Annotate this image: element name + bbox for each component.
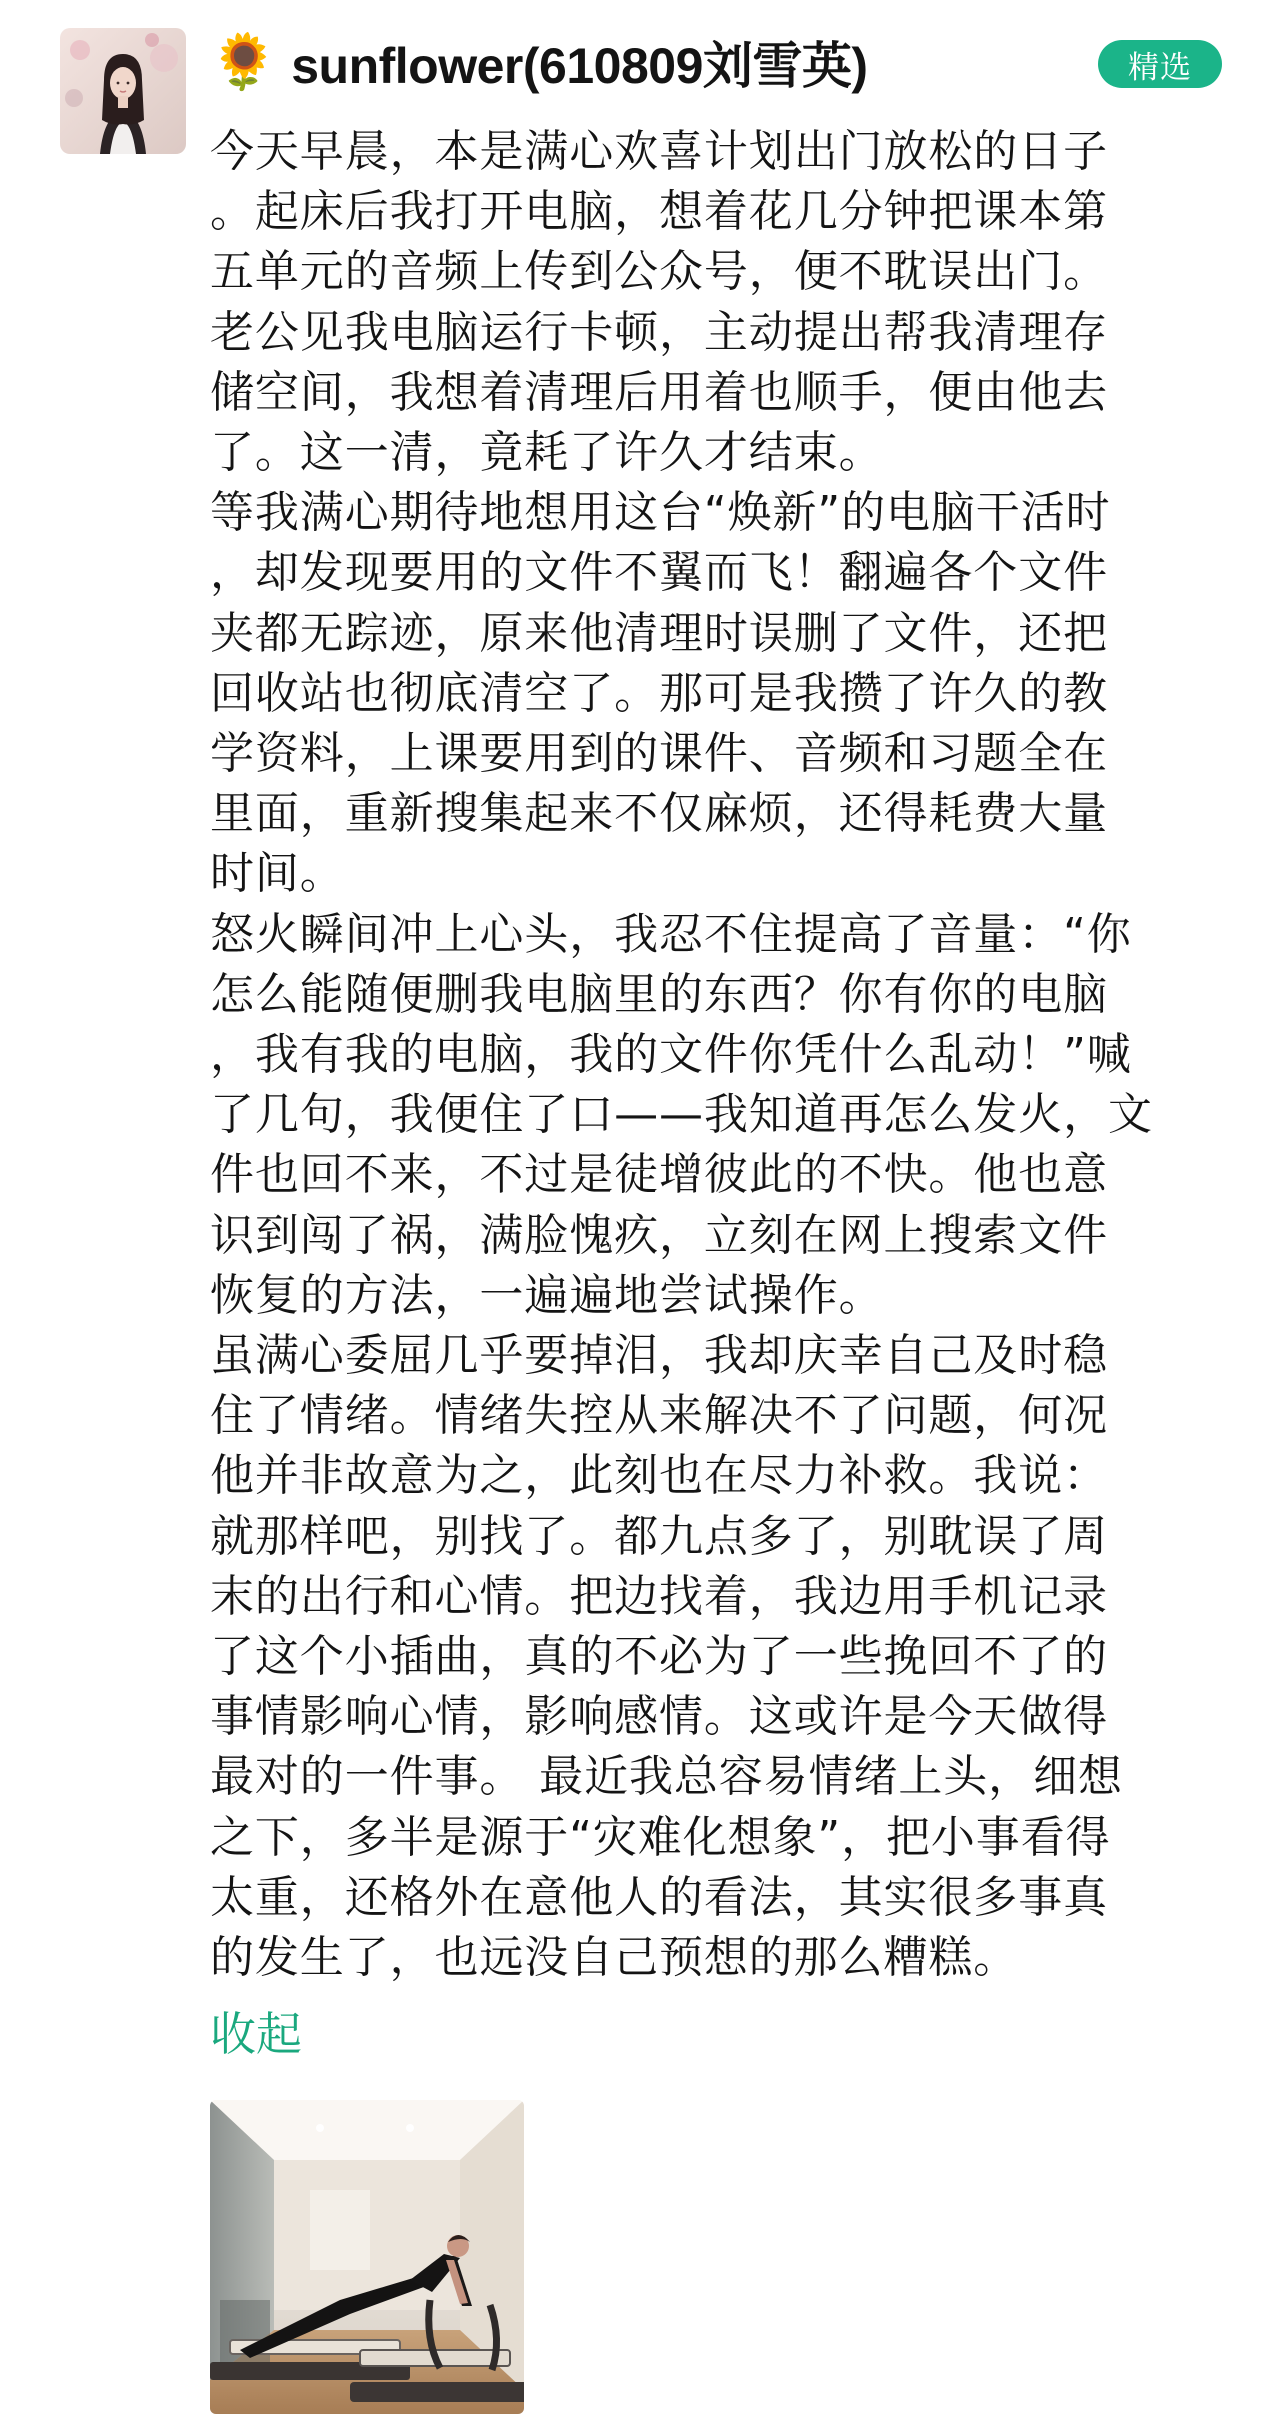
woman-portrait-avatar-icon: [60, 28, 186, 154]
featured-badge: 精选: [1098, 40, 1222, 88]
author-name[interactable]: sunflower(610809刘雪英): [291, 38, 868, 94]
author-avatar[interactable]: [60, 28, 186, 154]
collapse-link[interactable]: 收起: [210, 2007, 302, 2061]
post-paragraph-1: 今天早晨，本是满心欢喜计划出门放松的日子 。起床后我打开电脑，想着花几分钟把课本第 五单元的音频上传到公众号，便不耽误出门。 老公见我电脑运行卡顿，主动提出帮我清理存 储空间，我想着清理后用着也顺手，便由他去 了。这一清，竟耗了许久才结束。: [210, 126, 1108, 479]
post-paragraph-3: 怒火瞬间冲上心头，我忍不住提高了音量：“你 怎么能随便删我电脑里的东西？你有你的电脑 ，我有我的电脑，我的文件你凭什么乱动！”喊 了几句，我便住了口——我知道再怎么发火，文 件也回不来，不过是徒增彼此的不快。他也意 识到闯了祸，满脸愧疚，立刻在网上搜索文件 恢复的方法，一遍遍地尝试操作。: [210, 908, 1153, 1321]
sunflower-icon: 🌻: [210, 30, 278, 93]
post-text: [210, 122, 1230, 1988]
post-header: [210, 30, 1230, 94]
post-photo[interactable]: [210, 2100, 524, 2414]
pilates-reformer-photo-icon: [210, 2100, 524, 2414]
post-paragraph-2: 等我满心期待地想用这台“焕新”的电脑干活时 ，却发现要用的文件不翼而飞！翻遍各个文件 夹都无踪迹，原来他清理时误删了文件，还把 回收站也彻底清空了。那可是我攒了许久的教 学资料，上课要用到的课件、音频和习题全在 里面，重新搜集起来不仅麻烦，还得耗费大量 时间。: [210, 487, 1111, 900]
post-paragraph-4: 虽满心委屈几乎要掉泪，我却庆幸自己及时稳 住了情绪。情绪失控从来解决不了问题，何况 他并非故意为之，此刻也在尽力补救。我说： 就那样吧，别找了。都九点多了，别耽误了周 末的出行和心情。把边找着，我边用手机记录 了这个小插曲，真的不必为了一些挽回不了的 事情影响心情，影响感情。这或许是今天做得 最对的一件事。 最近我总容易情绪上头，细想 之下，多半是源于“灾难化想象”，把小事看得 太重，还格外在意他人的看法，其实很多事真 的发生了，也远没自己预想的那么糟糕。: [210, 1330, 1123, 1984]
